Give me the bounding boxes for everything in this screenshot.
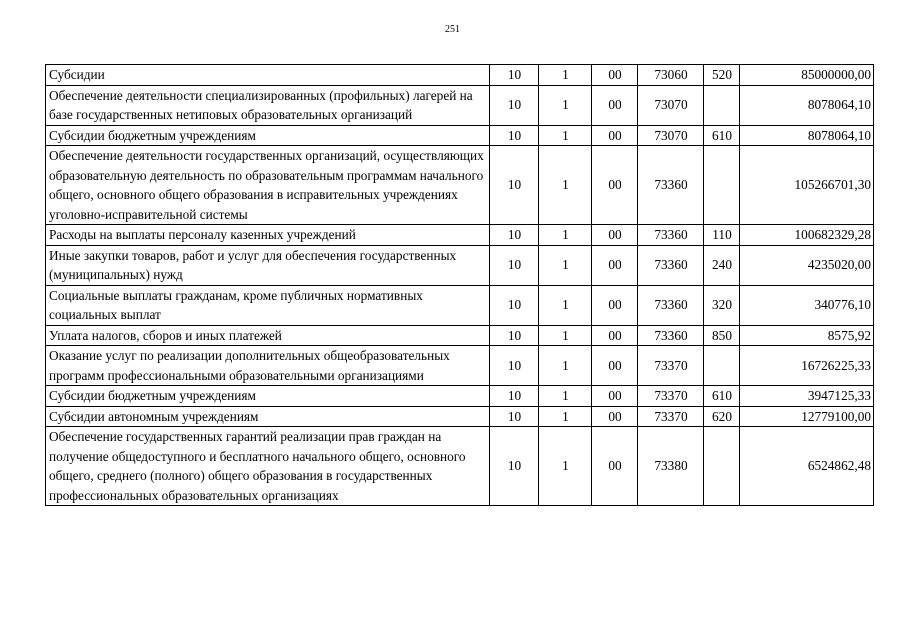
row-amount-cell: 105266701,30 <box>740 146 874 225</box>
row-section-cell: 10 <box>490 285 539 325</box>
row-section-cell: 10 <box>490 85 539 125</box>
row-expense-type-cell: 320 <box>704 285 740 325</box>
row-name-cell: Обеспечение деятельности государственных организаций, осуществляющих образовательную деятельность по образовательным программам начального общего, основного общего образования в исправительных учреждениях уголовно-исправительной системы <box>46 146 490 225</box>
row-subsection-cell: 1 <box>539 325 592 346</box>
row-program-cell: 00 <box>592 406 638 427</box>
table-row <box>46 346 874 386</box>
row-program-cell: 00 <box>592 65 638 86</box>
row-amount-cell: 8078064,10 <box>740 125 874 146</box>
row-expense-type-cell: 610 <box>704 386 740 407</box>
row-amount-cell: 6524862,48 <box>740 427 874 506</box>
row-expense-type-cell: 240 <box>704 245 740 285</box>
row-subsection-cell: 1 <box>539 146 592 225</box>
row-section-cell: 10 <box>490 386 539 407</box>
row-article-cell: 73360 <box>638 325 704 346</box>
row-section-cell: 10 <box>490 325 539 346</box>
row-expense-type-cell <box>704 427 740 506</box>
row-article-cell: 73360 <box>638 245 704 285</box>
row-article-cell: 73070 <box>638 125 704 146</box>
row-program-cell: 00 <box>592 427 638 506</box>
row-expense-type-cell <box>704 85 740 125</box>
row-amount-cell: 8575,92 <box>740 325 874 346</box>
table-row <box>46 245 874 285</box>
row-article-cell: 73360 <box>638 225 704 246</box>
row-subsection-cell: 1 <box>539 225 592 246</box>
row-article-cell: 73370 <box>638 406 704 427</box>
table-row <box>46 225 874 246</box>
page-number: 251 <box>445 24 460 35</box>
row-subsection-cell: 1 <box>539 346 592 386</box>
row-expense-type-cell: 520 <box>704 65 740 86</box>
row-name-cell: Уплата налогов, сборов и иных платежей <box>46 325 490 346</box>
row-subsection-cell: 1 <box>539 125 592 146</box>
row-name-cell: Обеспечение деятельности специализированных (профильных) лагерей на базе государственных нетиповых образовательных организаций <box>46 85 490 125</box>
row-article-cell: 73380 <box>638 427 704 506</box>
row-section-cell: 10 <box>490 146 539 225</box>
row-subsection-cell: 1 <box>539 285 592 325</box>
table-row <box>46 406 874 427</box>
row-program-cell: 00 <box>592 146 638 225</box>
table-row <box>46 325 874 346</box>
table-row <box>46 65 874 86</box>
table-row <box>46 427 874 506</box>
row-section-cell: 10 <box>490 245 539 285</box>
row-expense-type-cell <box>704 146 740 225</box>
row-article-cell: 73070 <box>638 85 704 125</box>
row-name-cell: Оказание услуг по реализации дополнительных общеобразовательных программ профессиональными образовательными организациями <box>46 346 490 386</box>
table-row <box>46 146 874 225</box>
row-subsection-cell: 1 <box>539 245 592 285</box>
row-section-cell: 10 <box>490 65 539 86</box>
row-program-cell: 00 <box>592 285 638 325</box>
row-amount-cell: 8078064,10 <box>740 85 874 125</box>
row-section-cell: 10 <box>490 225 539 246</box>
row-section-cell: 10 <box>490 427 539 506</box>
row-subsection-cell: 1 <box>539 85 592 125</box>
row-program-cell: 00 <box>592 85 638 125</box>
row-amount-cell: 4235020,00 <box>740 245 874 285</box>
row-amount-cell: 16726225,33 <box>740 346 874 386</box>
row-name-cell: Субсидии <box>46 65 490 86</box>
row-section-cell: 10 <box>490 125 539 146</box>
row-expense-type-cell: 620 <box>704 406 740 427</box>
row-name-cell: Субсидии бюджетным учреждениям <box>46 125 490 146</box>
row-amount-cell: 85000000,00 <box>740 65 874 86</box>
row-amount-cell: 12779100,00 <box>740 406 874 427</box>
row-article-cell: 73360 <box>638 285 704 325</box>
row-program-cell: 00 <box>592 346 638 386</box>
row-name-cell: Субсидии автономным учреждениям <box>46 406 490 427</box>
row-article-cell: 73060 <box>638 65 704 86</box>
row-amount-cell: 100682329,28 <box>740 225 874 246</box>
row-subsection-cell: 1 <box>539 65 592 86</box>
row-name-cell: Расходы на выплаты персоналу казенных учреждений <box>46 225 490 246</box>
row-expense-type-cell <box>704 346 740 386</box>
row-article-cell: 73370 <box>638 386 704 407</box>
row-name-cell: Субсидии бюджетным учреждениям <box>46 386 490 407</box>
row-section-cell: 10 <box>490 346 539 386</box>
row-article-cell: 73370 <box>638 346 704 386</box>
row-expense-type-cell: 610 <box>704 125 740 146</box>
row-program-cell: 00 <box>592 225 638 246</box>
budget-table-body <box>46 65 874 506</box>
row-expense-type-cell: 850 <box>704 325 740 346</box>
row-article-cell: 73360 <box>638 146 704 225</box>
row-program-cell: 00 <box>592 125 638 146</box>
row-name-cell: Обеспечение государственных гарантий реализации прав граждан на получение общедоступного и бесплатного начального общего, основного общего, среднего (полного) общего образования в государственных профессиональных образовательных организациях <box>46 427 490 506</box>
budget-table <box>45 64 874 506</box>
row-subsection-cell: 1 <box>539 406 592 427</box>
row-program-cell: 00 <box>592 325 638 346</box>
row-subsection-cell: 1 <box>539 427 592 506</box>
row-amount-cell: 3947125,33 <box>740 386 874 407</box>
table-row <box>46 386 874 407</box>
row-program-cell: 00 <box>592 245 638 285</box>
table-row <box>46 85 874 125</box>
row-amount-cell: 340776,10 <box>740 285 874 325</box>
row-name-cell: Социальные выплаты гражданам, кроме публичных нормативных социальных выплат <box>46 285 490 325</box>
table-row <box>46 285 874 325</box>
table-row <box>46 125 874 146</box>
row-section-cell: 10 <box>490 406 539 427</box>
row-program-cell: 00 <box>592 386 638 407</box>
row-expense-type-cell: 110 <box>704 225 740 246</box>
row-name-cell: Иные закупки товаров, работ и услуг для обеспечения государственных (муниципальных) нужд <box>46 245 490 285</box>
row-subsection-cell: 1 <box>539 386 592 407</box>
